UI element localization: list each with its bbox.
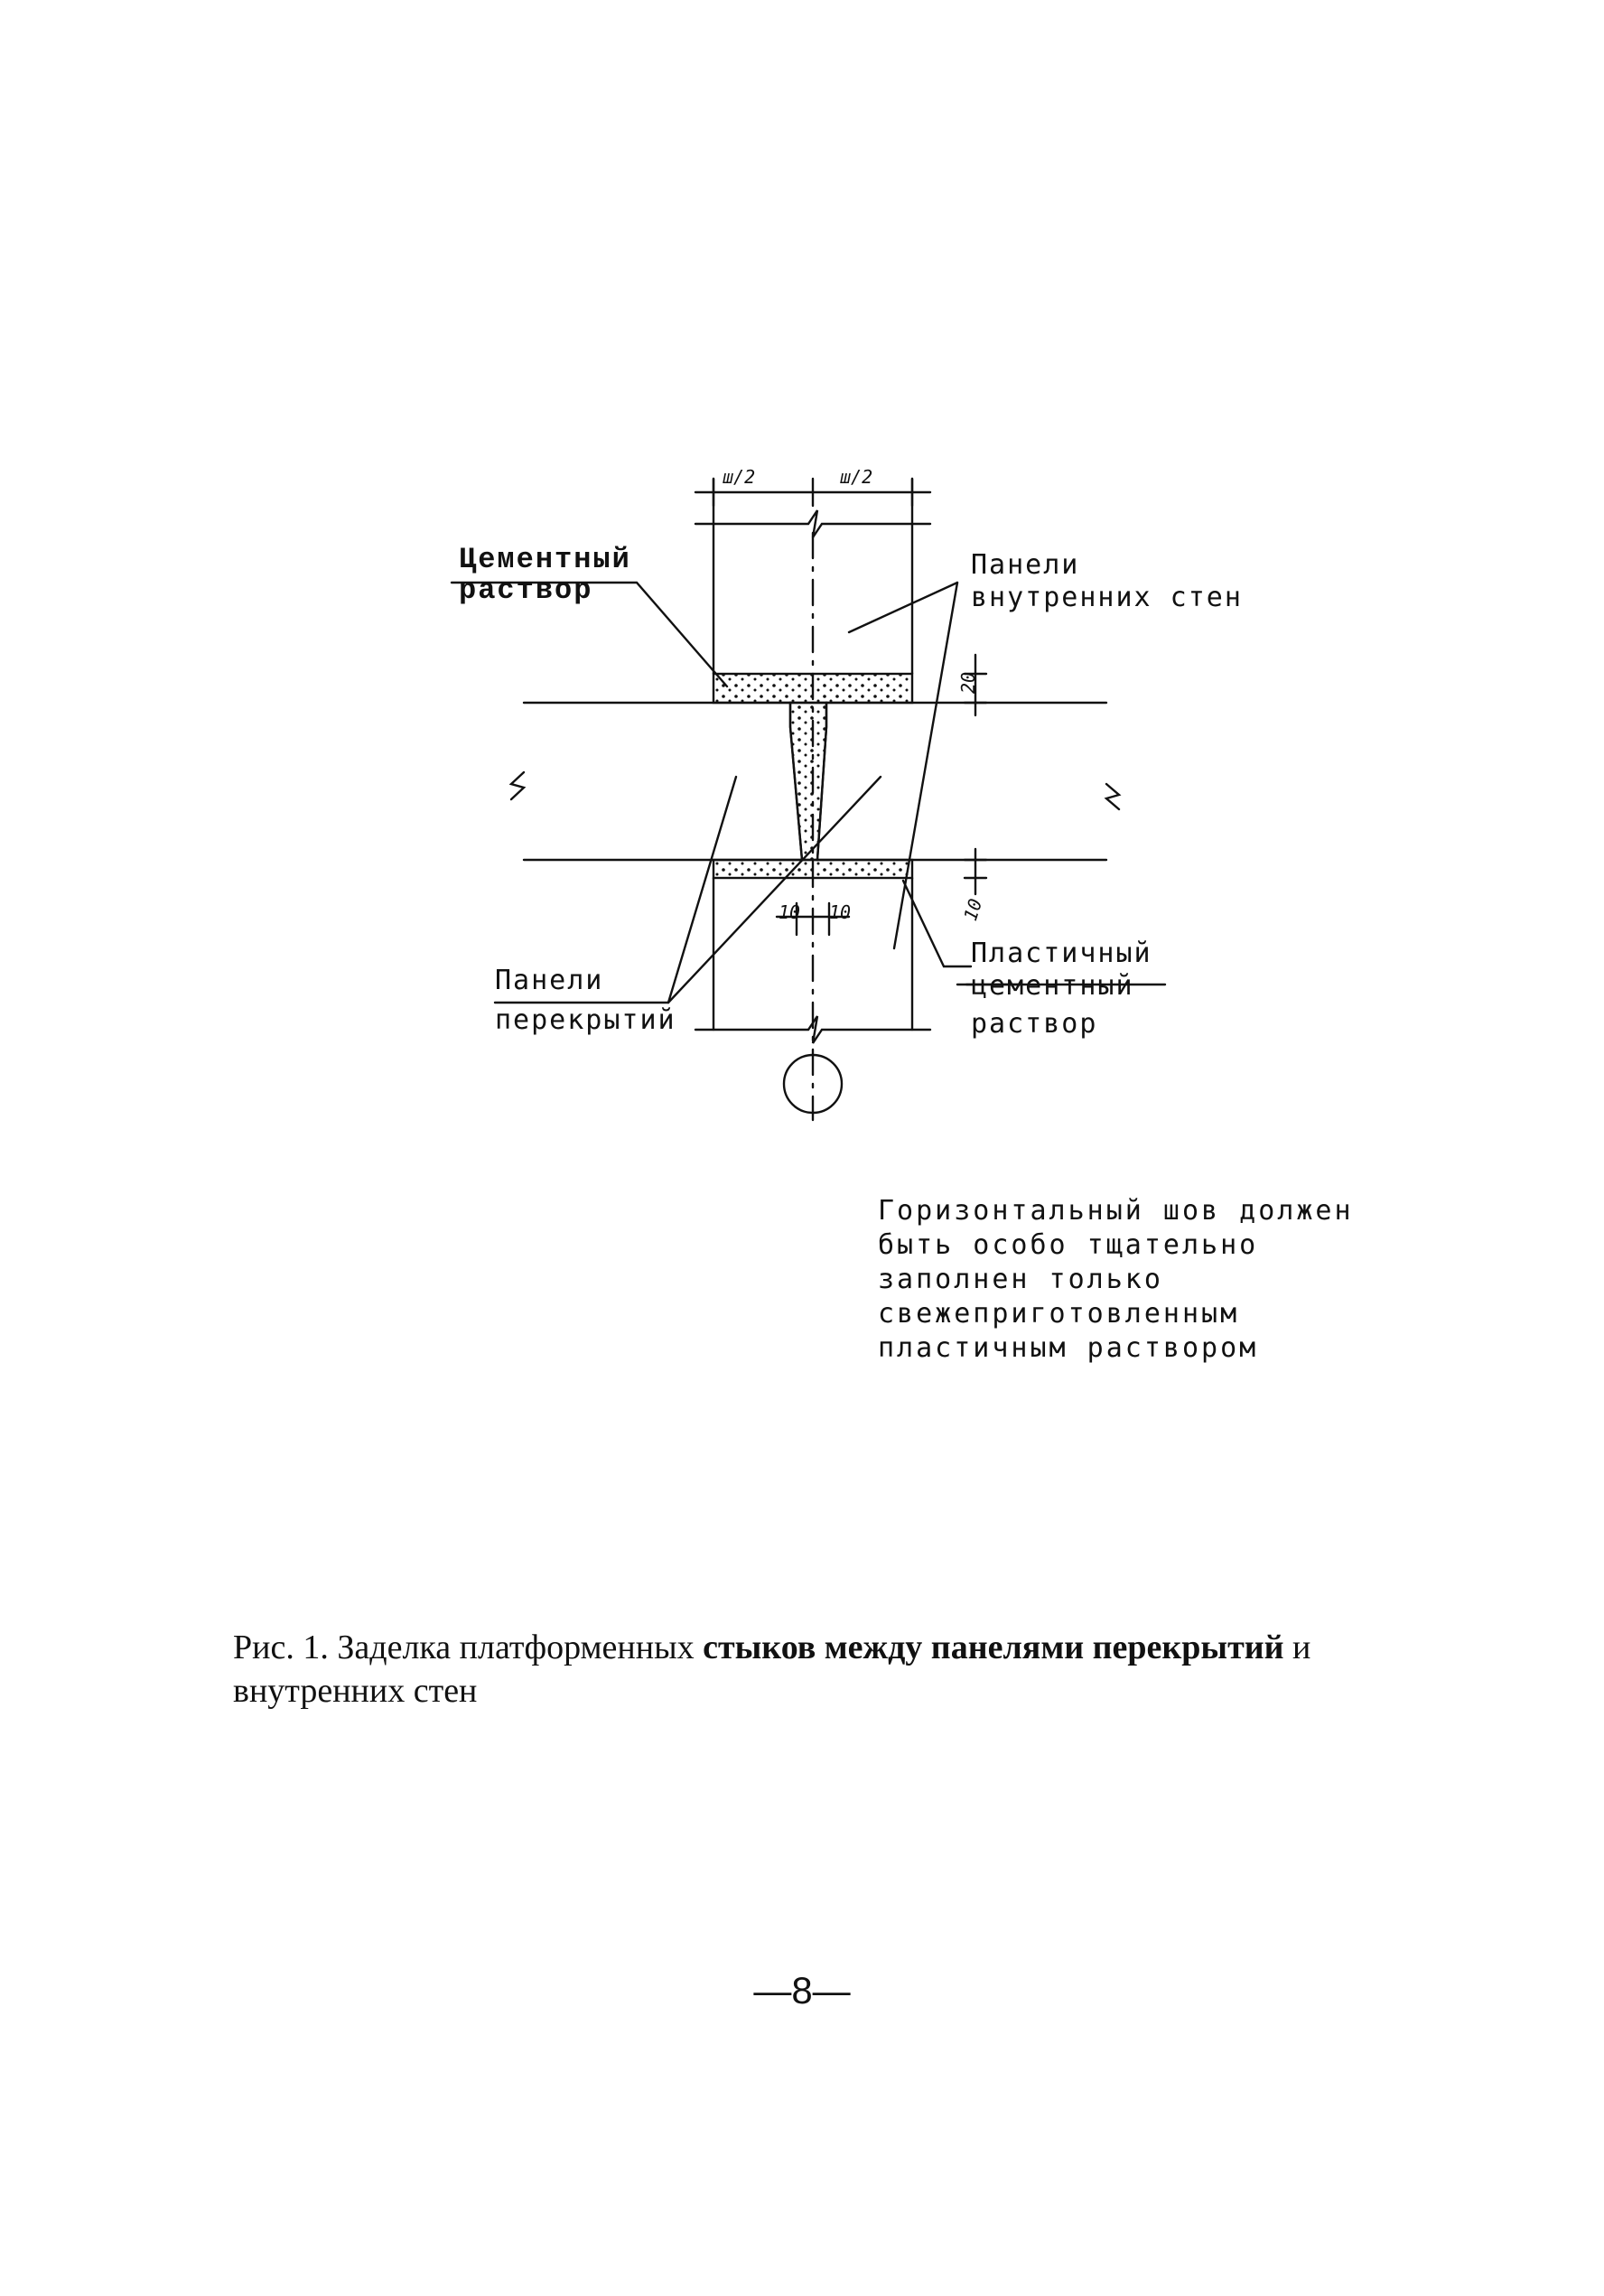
floor-panel-left	[524, 703, 802, 860]
dim-joint-left: 10	[779, 901, 801, 923]
floor-panel-right	[817, 703, 1106, 860]
note-line: Горизонтальный шов должен	[878, 1195, 1354, 1227]
label-cement-mortar-line1: Цементный	[459, 543, 631, 576]
left-break-icon	[511, 772, 524, 799]
label-inner-wall-line1: Панели	[971, 549, 1080, 581]
figure-caption	[233, 1626, 1425, 1713]
label-floor-panels-line2: перекрытий	[495, 1004, 676, 1036]
label-inner-wall-line2: внутренних стен	[971, 582, 1243, 613]
label-plastic-mortar-line1: Пластичный	[971, 938, 1152, 969]
label-floor-panels-line1: Панели	[495, 965, 604, 996]
note-line: пластичным раствором	[878, 1332, 1259, 1364]
floor-panel-leader-1	[668, 777, 736, 1003]
page-number: —8—	[753, 1969, 851, 2011]
note-line: быть особо тщательно	[878, 1229, 1259, 1261]
caption-suffix: и внутренних стен	[233, 1629, 1311, 1710]
dim-half-width-right: ш/2	[840, 466, 873, 488]
inner-wall-leader-1	[849, 583, 957, 632]
label-plastic-mortar-line3: раствор	[971, 1008, 1098, 1040]
caption-bold: стыков между панелями перекрытий	[703, 1629, 1284, 1666]
note-line: свежеприготовленным	[878, 1298, 1240, 1330]
note-line: заполнен только	[878, 1264, 1163, 1295]
inner-wall-leader-2	[894, 583, 957, 948]
note-block	[878, 1194, 1366, 1366]
label-cement-mortar-line2: раствор	[459, 574, 593, 607]
label-plastic-mortar-line2: цементный	[971, 970, 1134, 1002]
floor-panel-leader-2	[668, 777, 881, 1003]
dim-joint-right: 10	[829, 901, 852, 923]
dim-top-gap: 20	[957, 671, 979, 694]
dim-bottom-gap: 10	[959, 896, 987, 924]
right-break-icon	[1106, 784, 1119, 809]
dim-half-width-left: ш/2	[723, 466, 756, 488]
caption-prefix: Рис. 1. Заделка платформенных	[233, 1629, 704, 1666]
mortar-fill	[713, 674, 912, 878]
plastic-mortar-leader	[903, 881, 971, 966]
